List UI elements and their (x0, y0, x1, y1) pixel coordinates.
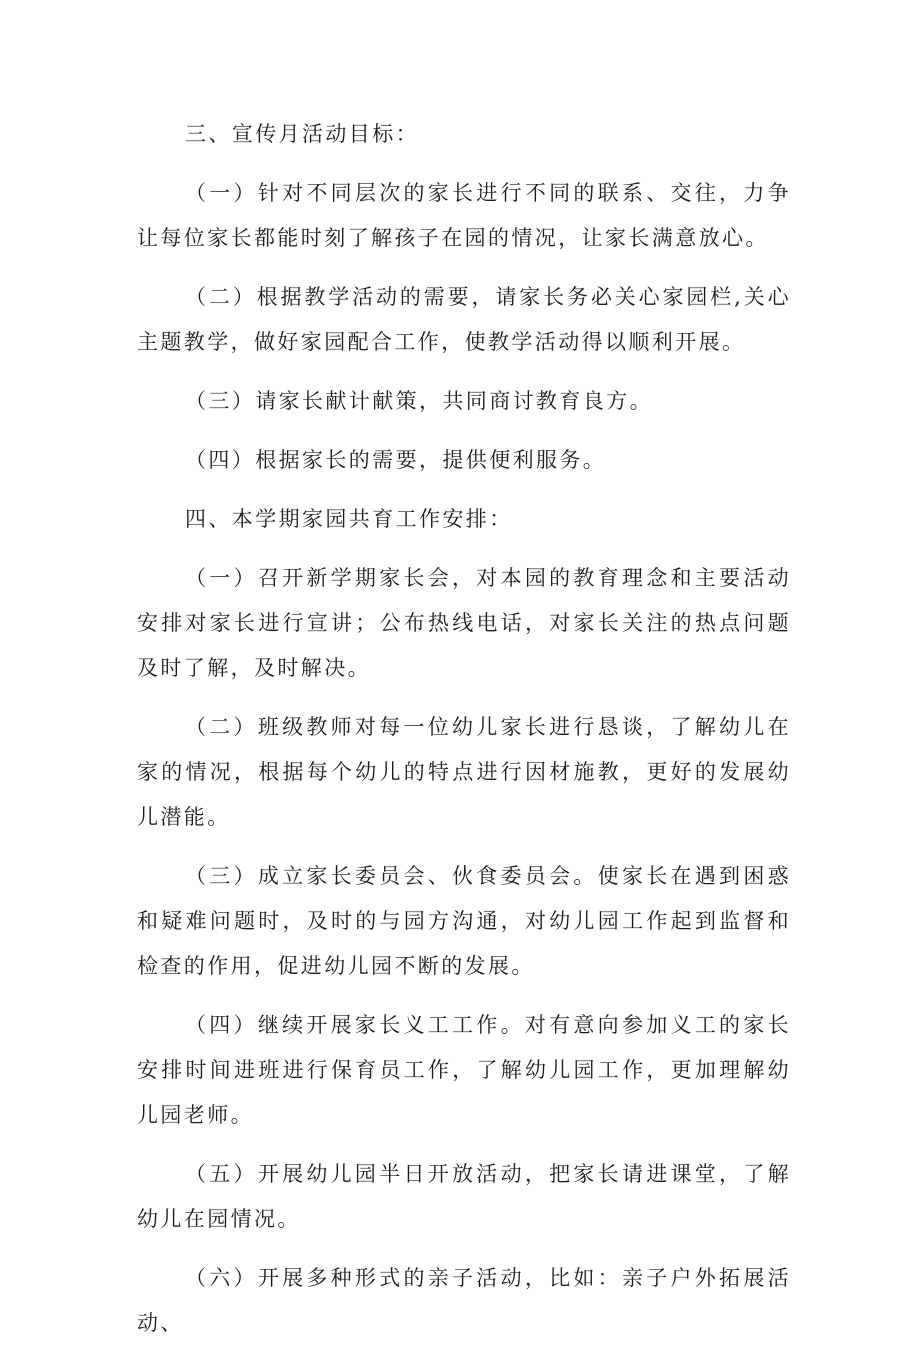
arrangement-item-6: （六）开展多种形式的亲子活动，比如：亲子户外拓展活动、 (137, 1266, 791, 1335)
goal-item-2: （二）根据教学活动的需要，请家长务必关心家园栏,关心主题教学，做好家园配合工作，使教学活动得以顺利开展。 (137, 285, 791, 354)
arrangement-item-3: （三）成立家长委员会、伙食委员会。使家长在遇到困惑和疑难问题时，及时的与园方沟通，对幼儿园工作起到监督和检查的作用，促进幼儿园不断的发展。 (137, 864, 791, 978)
arrangement-item-5: （五）开展幼儿园半日开放活动，把家长请进课堂，了解幼儿在园情况。 (137, 1162, 791, 1231)
arrangement-item-4: （四）继续开展家长义工工作。对有意向参加义工的家长安排时间进班进行保育员工作，了解幼儿园工作，更加理解幼儿园老师。 (137, 1013, 791, 1127)
document-body (137, 112, 791, 1360)
goal-item-4: （四）根据家长的需要，提供便利服务。 (185, 448, 607, 472)
goal-item-1: （一）针对不同层次的家长进行不同的联系、交往，力争让每位家长都能时刻了解孩子在园的情况，让家长满意放心。 (137, 181, 791, 250)
arrangement-item-1: （一）召开新学期家长会，对本园的教育理念和主要活动安排对家长进行宣讲；公布热线电话，对家长关注的热点问题及时了解，及时解决。 (137, 566, 791, 680)
arrangement-item-2: （二）班级教师对每一位幼儿家长进行恳谈，了解幼儿在家的情况，根据每个幼儿的特点进行因材施教，更好的发展幼儿潜能。 (137, 715, 791, 829)
section-heading-goals: 三、宣传月活动目标： (185, 122, 419, 146)
goal-item-3: （三）请家长献计献策，共同商讨教育良方。 (185, 389, 653, 413)
section-heading-arrangements: 四、本学期家园共育工作安排： (185, 507, 513, 531)
